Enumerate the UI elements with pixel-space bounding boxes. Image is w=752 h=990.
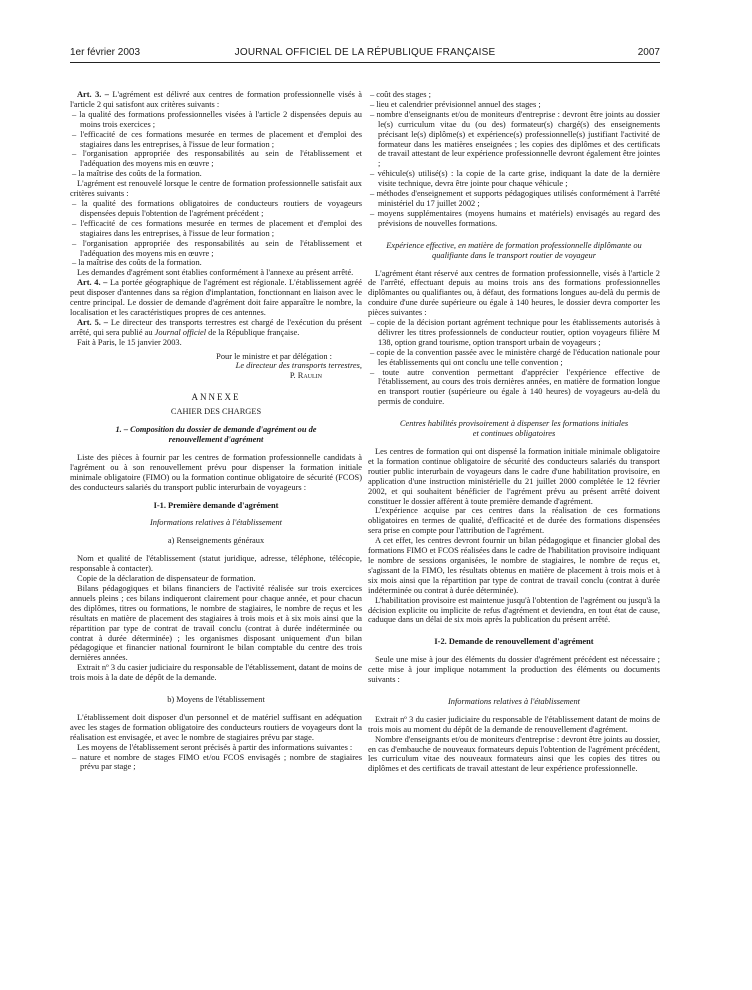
list-item: – méthodes d'enseignement et supports pédagogiques utilisés conformément à l'arrêté ministériel du 17 juillet 2002 ; (368, 189, 660, 209)
header-date: 1er février 2003 (70, 47, 141, 58)
header-rule (70, 62, 660, 63)
section-1-2-title: I-2. Demande de renouvellement d'agrément (434, 637, 594, 647)
article-3-renewal: L'agrément est renouvelé lorsque le centre de formation professionnelle satisfait aux critères suivants : (70, 179, 362, 199)
signature-line-2: Le directeur des transports terrestres, (235, 361, 362, 371)
list-item: – nombre d'enseignants et/ou de moniteurs d'entreprise : devront être joints au dossier le(s) curriculum vitae du (ou des) formateur(s) chargé(s) des enseignements précisant le(s) diplôme(s) et expérience(s) professionnelle(s) justifiant l'activité de formateur dans les matières enseignées ; les copies des diplômes et des certificats de travail attestant de leur expérience professionnelle devront également être jointes ; (368, 110, 660, 169)
paragraph: Extrait nº 3 du casier judiciaire du responsable de l'établissement, datant de moins de trois mois à la date de dépôt de la demande. (70, 663, 362, 683)
list-item: – toute autre convention permettant d'apprécier l'expérience effective de l'établissement, au cours des trois dernières années, en matière de formation longue en transport routier (supérieure ou égale à 140 heures) de voyageurs au-delà du permis de conduire. (368, 368, 660, 408)
subsection-b-title: b) Moyens de l'établissement (167, 695, 265, 705)
article-3-renewal-list (70, 199, 362, 268)
experience-list (368, 318, 660, 407)
section-1-text: Liste des pièces à fournir par les centres de formation professionnelle candidats à l'agrément ou à son renouvellement prévu pour dispenser la formation initiale minimale obligatoire (FIMO) ou la formation continue obligatoire de sécurité (FCOS) des conducteurs salariés du transport public interurbain de voyageurs : (70, 452, 362, 492)
list-item: – moyens supplémentaires (moyens humains et matériels) envisagés au regard des prévisions de nouvelles formations. (368, 209, 660, 229)
list-item: – la maîtrise des coûts de la formation. (70, 169, 362, 179)
signature-name: P. Raulin (289, 371, 322, 381)
article-4: Art. 4. – La portée géographique de l'agrément est régionale. L'établissement agréé peut disposer d'antennes dans sa région d'implantation, fonctionnant en liaison avec le centre principal. Le dossier de demande d'agrément doit faire apparaître le nombre, la localisation et les caractéristiques propres de ces antennes. (70, 278, 362, 317)
paragraph: Nombre d'enseignants et/ou de moniteurs d'entreprise : devront être joints au dossier, en cas d'embauche de nouveaux formateurs depuis l'obtention de l'agrément précédent, les curriculum vitae des nouveaux formateurs ainsi que les copies des titres ou diplômes et des certificats de travail attestant de leur expérience professionnelle. (368, 734, 660, 774)
annexe-heading: ANNEXE (191, 392, 241, 403)
paragraph: L'établissement doit disposer d'un personnel et de matériel suffisant en adéquation avec les stages de formation obligatoire des conducteurs routiers de voyageurs dont la réalisation est envisagée, et avec le nombre de stagiaires prévu par stage. (70, 712, 362, 742)
paragraph: Les centres de formation qui ont dispensé la formation initiale minimale obligatoire et la formation continue obligatoire de sécurité des conducteurs salariés du transport routier public interurbain de voyageurs dans le cadre d'une habilitation provisoire, en application d'une instruction ministérielle du 21 juillet 2000 complétée le 12 février 2002, et qui souhaitent bénéficier de l'agrément prévu au présent arrêté doivent constituer le dossier afférent à toute première demande d'agrément. (368, 447, 660, 506)
info-etablissement-heading: Informations relatives à l'établissement (150, 518, 282, 528)
list-item: – la maîtrise des coûts de la formation. (70, 258, 362, 268)
paragraph: L'habilitation provisoire est maintenue jusqu'à l'obtention de l'agrément ou jusqu'à la décision explicite ou implicite de refus d'agrément et deviendra, en tout état de cause, caduque dans un délai de six mois après la publication du présent arrêté. (368, 595, 660, 625)
signature-line-1: Pour le ministre et par délégation : (216, 351, 332, 361)
right-column (368, 90, 660, 774)
article-3-annex-note: Les demandes d'agrément sont établies conformément à l'annexe au présent arrêté. (77, 268, 354, 278)
paragraph: Extrait nº 3 du casier judiciaire du responsable de l'établissement datant de moins de trois mois au moment du dépôt de la demande de renouvellement d'agrément. (368, 714, 660, 734)
list-item: – la qualité des formations obligatoires de conducteurs routiers de voyageurs dispensées depuis l'obtention de l'agrément précédent ; (70, 199, 362, 219)
list-item: – l'efficacité de ces formations mesurée en termes de placement et d'emploi des stagiaires dans les entreprises, à l'issue de leur formation ; (70, 219, 362, 239)
section-1-title: 1. – Composition du dossier de demande d'agrément ou de renouvellement d'agrément (115, 425, 317, 444)
list-item: – nature et nombre de stages FIMO et/ou FCOS envisagés ; nombre de stagiaires prévu par stage ; (70, 753, 362, 773)
list-item: – copie de la convention passée avec le ministère chargé de l'éducation nationale pour les établissements qui ont conclu une telle convention ; (368, 348, 660, 368)
paragraph: Seule une mise à jour des éléments du dossier d'agrément précédent est nécessaire ; cette mise à jour implique notamment la production des éléments ou documents suivants : (368, 655, 660, 685)
list-item: – coût des stages ; (368, 90, 660, 100)
paragraph: Nom et qualité de l'établissement (statut juridique, adresse, téléphone, télécopie, responsable à contacter). (70, 554, 362, 574)
list-item: – véhicule(s) utilisé(s) : la copie de la carte grise, indiquant la date de la dernière visite technique, devra être jointe pour chaque véhicule ; (368, 169, 660, 189)
moyens-list-continued (368, 90, 660, 229)
left-column (70, 90, 362, 772)
list-item: – l'organisation appropriée des responsabilités au sein de l'établissement et l'adéquation des moyens mis en œuvre ; (70, 149, 362, 169)
list-item: – copie de la décision portant agrément technique pour les établissements autorisés à délivrer les titres professionnels de conducteur routier, option voyageurs filière M 138, option grand tourisme, option transport urbain de voyageurs ; (368, 318, 660, 348)
paragraph: Bilans pédagogiques et bilans financiers de l'activité réalisée sur trois exercices annuels pleins ; ces bilans indiqueront clairement pour chaque année, et pour chacun des diplômes, titres ou formations, le nombre de stagiaires, le nombre de reçus et les résultats en matière de placement des stagiaires à trois mois et à six mois ainsi que la répartition par type de contrat de travail conclu (contrat à durée indéterminée ou contrat à durée déterminée) ; les organismes disposant uniquement d'un bilan pédagogique et financier national fourniront le bilan comptable du centre des trois dernières années. (70, 583, 362, 663)
article-3-intro: Art. 3. – L'agrément est délivré aux centres de formation professionnelle visés à l'article 2 qui satisfont aux critères suivants : (70, 90, 362, 109)
subsection-a-title: a) Renseignements généraux (167, 536, 265, 546)
article-5: Art. 5. – Le directeur des transports terrestres est chargé de l'exécution du présent arrêté, qui sera publié au Journal officiel de la République française. (70, 317, 362, 337)
cahier-des-charges-heading: CAHIER DES CHARGES (170, 407, 262, 417)
info-etablissement-heading-2: Informations relatives à l'établissement (448, 696, 580, 706)
article-4-label: Art. 4. – (77, 278, 108, 288)
paragraph: A cet effet, les centres devront fournir un bilan pédagogique et financier global des formations FIMO et FCOS réalisées dans le cadre de l'habilitation provisoire indiquant le nombre de sessions organisées, le nombre de stagiaires, le nombre de reçus et, s'agissant de la FIMO, les résultats obtenus en matière de placement à trois mois et à six mois ainsi que la répartition par type de contrat de travail conclu (contrat à durée indéterminée ou contrat à durée déterminée). (368, 536, 660, 595)
article-5-label: Art. 5. – (77, 317, 108, 327)
list-item: – lieu et calendrier prévisionnel annuel des stages ; (368, 100, 660, 110)
paragraph: L'expérience acquise par ces centres dans la réalisation de ces formations obligatoires en termes de qualité, d'efficacité et de durée des formations dispensées sera prise en compte pour l'attribution de l'agrément. (368, 506, 660, 536)
list-item: – l'organisation appropriée des responsabilités au sein de l'établissement et l'adéquation des moyens mis en œuvre ; (70, 239, 362, 259)
paragraph: L'agrément étant réservé aux centres de formation professionnelle, visés à l'article 2 de l'arrêté, effectuant depuis au moins trois ans des formations professionnelles diplômantes ou qualifiantes ou, à défaut, des formations longues au-delà du permis de conduire d'une durée supérieure ou égale à 140 heures, le dossier devra comporter les pièces suivantes : (368, 268, 660, 318)
header-page-number: 2007 (637, 47, 660, 58)
list-item: – la qualité des formations professionnelles visées à l'article 2 dispensées depuis au moins trois exercices ; (70, 110, 362, 130)
section-1-1-title: I-1. Première demande d'agrément (153, 500, 279, 510)
moyens-list (70, 753, 362, 773)
paragraph: Copie de la déclaration de dispensateur de formation. (77, 574, 256, 584)
page-header (70, 47, 660, 61)
article-3-label: Art. 3. – (77, 90, 109, 99)
list-item: – l'efficacité de ces formations mesurée en termes de placement et d'emploi des stagiaires dans les entreprises, à l'issue de leur formation ; (70, 130, 362, 150)
header-journal-title: JOURNAL OFFICIEL DE LA RÉPUBLIQUE FRANÇAISE (234, 47, 496, 58)
paragraph: Les moyens de l'établissement seront précisés à partir des informations suivantes : (77, 742, 353, 752)
done-at-paris: Fait à Paris, le 15 janvier 2003. (77, 337, 182, 347)
centres-habilites-heading: Centres habilités provisoirement à dispenser les formations initiales et continues obligatoires (399, 419, 629, 439)
article-3-criteria-list (70, 110, 362, 179)
experience-heading: Expérience effective, en matière de formation professionnelle diplômante ou qualifiante dans le transport routier de voyageur (386, 240, 642, 260)
